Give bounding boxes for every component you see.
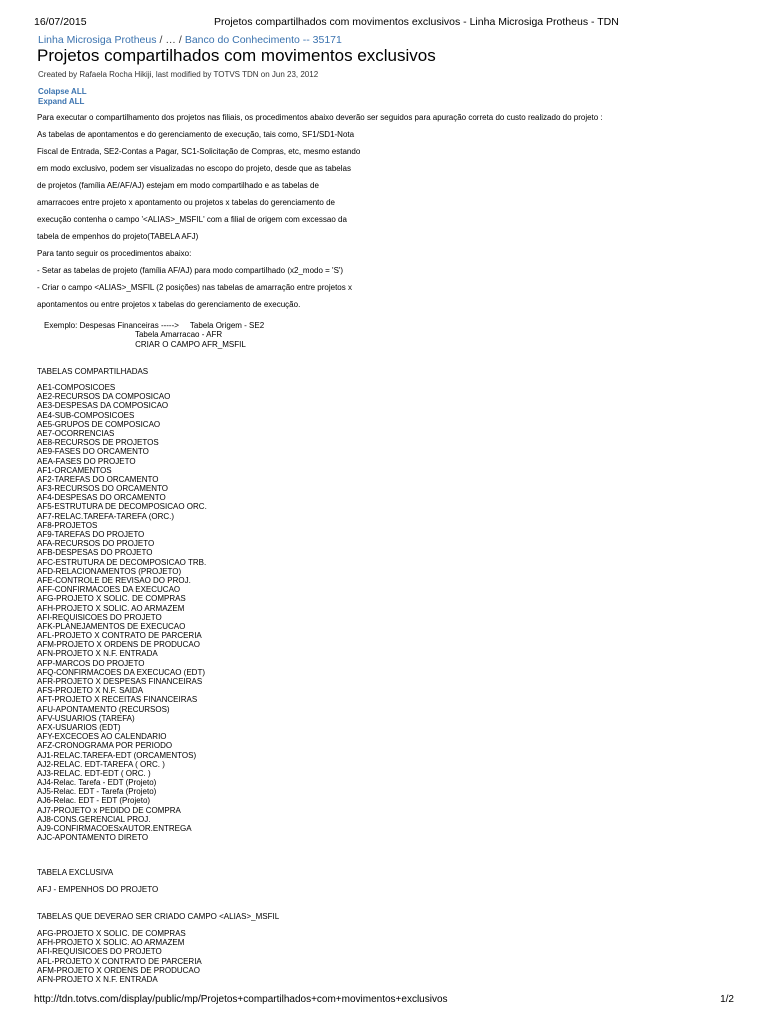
paragraph: tabela de empenhos do projeto(TABELA AFJ) bbox=[37, 232, 199, 241]
paragraph: execução contenha o campo '<ALIAS>_MSFIL' com a filial de origem com excessao da bbox=[37, 215, 347, 224]
table-list-item: AF8-PROJETOS bbox=[37, 520, 98, 530]
paragraph: - Setar as tabelas de projeto (família AF/AJ) para modo compartilhado (x2_modo = 'S') bbox=[37, 266, 344, 275]
table-list-item: AJ6-Relac. EDT - EDT (Projeto) bbox=[37, 796, 151, 806]
table-list-item: AFI-REQUISICOES DO PROJETO bbox=[37, 947, 162, 957]
paragraph: Para executar o compartilhamento dos projetos nas filiais, os procedimentos abaixo deverão ser seguidos para apuração correta do custo realizado do projeto : bbox=[37, 113, 603, 122]
exclusive-table-item: AFJ - EMPENHOS DO PROJETO bbox=[37, 885, 159, 894]
table-list-item: AJ4-Relac. Tarefa - EDT (Projeto) bbox=[37, 778, 157, 788]
paragraph: apontamentos ou entre projetos x tabelas do gerenciamento de execução. bbox=[37, 300, 301, 309]
table-list-item: AJ7-PROJETO x PEDIDO DE COMPRA bbox=[37, 805, 181, 815]
table-list-item: AFQ-CONFIRMACOES DA EXECUCAO (EDT) bbox=[37, 667, 206, 677]
exclusive-table-heading: TABELA EXCLUSIVA bbox=[37, 868, 114, 877]
table-list-item: AFM-PROJETO X ORDENS DE PRODUCAO bbox=[37, 965, 200, 975]
breadcrumb-link-parent[interactable]: Banco do Conhecimento -- 35171 bbox=[184, 34, 342, 46]
table-list-item: AFC-ESTRUTURA DE DECOMPOSICAO TRB. bbox=[37, 557, 207, 567]
table-list-item: AFV-USUARIOS (TAREFA) bbox=[37, 713, 135, 723]
table-list-item: AFI-REQUISICOES DO PROJETO bbox=[37, 612, 162, 622]
breadcrumb bbox=[38, 34, 342, 46]
example-line: Tabela Amarracao - AFR bbox=[44, 330, 223, 340]
print-header bbox=[34, 16, 734, 30]
table-list-item: AFD-RELACIONAMENTOS (PROJETO) bbox=[37, 566, 182, 576]
table-list-item: AFB-DESPESAS DO PROJETO bbox=[37, 548, 153, 558]
shared-tables-list bbox=[37, 383, 207, 842]
table-list-item: AE3-DESPESAS DA COMPOSICAO bbox=[37, 401, 169, 411]
table-list-item: AFL-PROJETO X CONTRATO DE PARCERIA bbox=[37, 631, 202, 641]
table-list-item: AJ9-CONFIRMACOESxAUTOR.ENTREGA bbox=[37, 824, 192, 833]
print-footer bbox=[34, 994, 734, 1008]
table-list-item: AFY-EXCECOES AO CALENDARIO bbox=[37, 732, 167, 742]
table-list-item: AFN-PROJETO X N.F. ENTRADA bbox=[37, 649, 158, 659]
table-list-item: AF4-DESPESAS DO ORCAMENTO bbox=[37, 493, 166, 503]
breadcrumb-ellipsis[interactable]: … bbox=[165, 34, 176, 46]
table-list-item: AJ8-CONS.GERENCIAL PROJ. bbox=[37, 814, 151, 824]
table-list-item: AE9-FASES DO ORCAMENTO bbox=[37, 447, 149, 457]
table-list-item: AFP-MARCOS DO PROJETO bbox=[37, 658, 145, 668]
table-list-item: AF7-RELAC.TAREFA-TAREFA (ORC.) bbox=[37, 511, 175, 521]
table-list-item: AF5-ESTRUTURA DE DECOMPOSICAO ORC. bbox=[37, 502, 207, 512]
print-date: 16/07/2015 bbox=[34, 16, 87, 28]
msfil-tables-heading: TABELAS QUE DEVERAO SER CRIADO CAMPO <ALIAS>_MSFIL bbox=[37, 912, 280, 921]
table-list-item: AE5-GRUPOS DE COMPOSICAO bbox=[37, 419, 161, 429]
breadcrumb-link-space[interactable]: Linha Microsiga Protheus bbox=[38, 34, 157, 46]
table-list-item: AJC-APONTAMENTO DIRETO bbox=[37, 833, 149, 843]
table-list-item: AJ3-RELAC. EDT-EDT ( ORC. ) bbox=[37, 768, 151, 778]
paragraph: amarracoes entre projeto x apontamento ou projetos x tabelas do gerenciamento de bbox=[37, 198, 335, 207]
table-list-item: AE1-COMPOSICOES bbox=[37, 383, 116, 392]
shared-tables-heading: TABELAS COMPARTILHADAS bbox=[37, 367, 149, 376]
table-list-item: AJ1-RELAC.TAREFA-EDT (ORCAMENTOS) bbox=[37, 750, 197, 760]
table-list-item: AF1-ORCAMENTOS bbox=[37, 465, 112, 475]
table-list-item: AF2-TAREFAS DO ORCAMENTO bbox=[37, 474, 159, 484]
table-list-item: AFF-CONFIRMACOES DA EXECUCAO bbox=[37, 585, 181, 595]
table-list-item: AFE-CONTROLE DE REVISAO DO PROJ. bbox=[37, 575, 191, 585]
table-list-item: AFU-APONTAMENTO (RECURSOS) bbox=[37, 704, 170, 714]
page-metadata: Created by Rafaela Rocha Hikiji, last modified by TOTVS TDN on Jun 23, 2012 bbox=[38, 70, 319, 79]
table-list-item: AFT-PROJETO X RECEITAS FINANCEIRAS bbox=[37, 695, 198, 705]
page-title: Projetos compartilhados com movimentos exclusivos bbox=[37, 46, 436, 65]
table-list-item: AFL-PROJETO X CONTRATO DE PARCERIA bbox=[37, 956, 202, 966]
collapse-all-link[interactable]: Colapse ALL bbox=[38, 87, 87, 96]
content-body bbox=[37, 113, 737, 317]
table-list-item: AFZ-CRONOGRAMA POR PERIODO bbox=[37, 741, 173, 751]
paragraph: As tabelas de apontamentos e do gerenciamento de execução, tais como, SF1/SD1-Nota bbox=[37, 130, 355, 139]
table-list-item: AFX-USUARIOS (EDT) bbox=[37, 722, 121, 732]
print-url: http://tdn.totvs.com/display/public/mp/Projetos+compartilhados+com+movimentos+exclusivos bbox=[34, 994, 448, 1005]
paragraph: de projetos (família AE/AF/AJ) estejam em modo compartilhado e as tabelas de bbox=[37, 181, 319, 190]
expand-collapse-controls bbox=[38, 87, 87, 107]
table-list-item: AFA-RECURSOS DO PROJETO bbox=[37, 539, 155, 549]
paragraph: em modo exclusivo, podem ser visualizadas no escopo do projeto, desde que as tabelas bbox=[37, 164, 351, 173]
example-block bbox=[44, 321, 264, 349]
table-list-item: AFS-PROJETO X N.F. SAIDA bbox=[37, 686, 144, 696]
table-list-item: AEA-FASES DO PROJETO bbox=[37, 456, 136, 466]
table-list-item: AE4-SUB-COMPOSICOES bbox=[37, 410, 135, 420]
example-line: Exemplo: Despesas Financeiras -----> Tabela Origem - SE2 bbox=[44, 321, 265, 330]
table-list-item: AFH-PROJETO X SOLIC. AO ARMAZEM bbox=[37, 603, 185, 613]
breadcrumb-separator: / bbox=[159, 34, 163, 46]
table-list-item: AFG-PROJETO X SOLIC. DE COMPRAS bbox=[37, 929, 186, 938]
print-page-number: 1/2 bbox=[720, 994, 734, 1005]
table-list-item: AE7-OCORRENCIAS bbox=[37, 428, 115, 438]
table-list-item: AFK-PLANEJAMENTOS DE EXECUCAO bbox=[37, 621, 186, 631]
table-list-item: AFM-PROJETO X ORDENS DE PRODUCAO bbox=[37, 640, 200, 650]
table-list-item: AFR-PROJETO X DESPESAS FINANCEIRAS bbox=[37, 677, 203, 686]
paragraph: Para tanto seguir os procedimentos abaixo: bbox=[37, 249, 192, 258]
table-list-item: AE8-RECURSOS DE PROJETOS bbox=[37, 438, 159, 448]
msfil-tables-list bbox=[37, 929, 202, 984]
paragraph: Fiscal de Entrada, SE2-Contas a Pagar, SC1-Solicitação de Compras, etc, mesmo estando bbox=[37, 147, 361, 156]
paragraph: - Criar o campo <ALIAS>_MSFIL (2 posições) nas tabelas de amarração entre projetos x bbox=[37, 283, 352, 292]
print-document-title: Projetos compartilhados com movimentos exclusivos - Linha Microsiga Protheus - TDN bbox=[214, 16, 619, 28]
table-list-item: AFH-PROJETO X SOLIC. AO ARMAZEM bbox=[37, 938, 185, 948]
table-list-item: AF9-TAREFAS DO PROJETO bbox=[37, 530, 145, 539]
table-list-item: AF3-RECURSOS DO ORCAMENTO bbox=[37, 484, 168, 494]
example-line: CRIAR O CAMPO AFR_MSFIL bbox=[44, 339, 246, 349]
table-list-item: AFN-PROJETO X N.F. ENTRADA bbox=[37, 974, 158, 984]
table-list-item: AE2-RECURSOS DA COMPOSICAO bbox=[37, 392, 171, 402]
table-list-item: AFG-PROJETO X SOLIC. DE COMPRAS bbox=[37, 594, 186, 604]
table-list-item: AJ2-RELAC. EDT-TAREFA ( ORC. ) bbox=[37, 759, 165, 769]
expand-all-link[interactable]: Expand ALL bbox=[38, 97, 85, 106]
breadcrumb-separator: / bbox=[178, 34, 182, 46]
table-list-item: AJ5-Relac. EDT - Tarefa (Projeto) bbox=[37, 787, 157, 797]
